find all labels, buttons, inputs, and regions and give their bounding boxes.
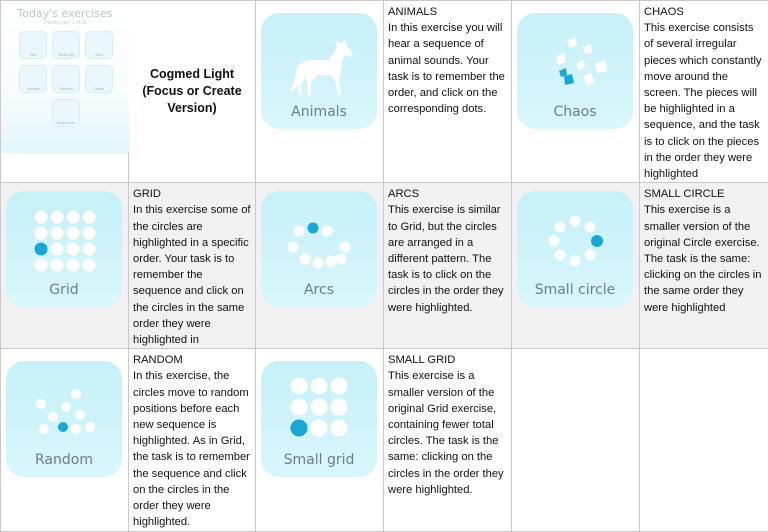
arcs-tile-cell: [256, 183, 384, 349]
app-screenshot: [1, 1, 129, 153]
program-title-cell: [129, 1, 256, 183]
tile-label: Small grid: [261, 452, 377, 468]
arcs-tile[interactable]: [261, 191, 377, 307]
mini-tile-animals[interactable]: Animals: [19, 65, 47, 93]
mini-tile-small-grid[interactable]: Small grid: [52, 31, 80, 59]
exercise-heading: RANDOM: [133, 352, 251, 368]
small-grid-desc-cell: [384, 349, 512, 531]
arcs-desc-cell: [384, 183, 512, 349]
random-desc-cell: [129, 349, 256, 531]
app-subtitle: Training day 1 of 25: [1, 20, 129, 26]
exercise-heading: CHAOS: [644, 4, 764, 20]
small-grid-tile[interactable]: [261, 361, 377, 477]
app-screenshot-cell: [1, 1, 129, 183]
random-tile-cell: [1, 349, 129, 531]
mini-tile-small-circle[interactable]: Small circle: [52, 99, 80, 127]
exercise-description: This exercise is a smaller version of the original Grid exercise, containing fewer total circles. The task is the same: clicking on the circles in the order they were highlighted.: [388, 368, 507, 498]
chaos-tile[interactable]: [517, 13, 633, 129]
mini-tile-arcs[interactable]: Arcs: [85, 31, 113, 59]
grid-tile[interactable]: [6, 191, 122, 307]
exercise-heading: SMALL GRID: [388, 352, 507, 368]
animals-tile-cell: [256, 1, 384, 183]
small-circle-desc-cell: [640, 183, 768, 349]
tile-label: Random: [6, 452, 122, 468]
tile-label: Grid: [6, 282, 122, 298]
animals-tile[interactable]: [261, 13, 377, 129]
exercise-heading: GRID: [133, 186, 251, 202]
tile-label: Arcs: [261, 282, 377, 298]
tile-label: Chaos: [517, 104, 633, 120]
program-title: Cogmed Light (Focus or Create Version): [129, 1, 255, 182]
exercise-heading: SMALL CIRCLE: [644, 186, 764, 202]
mini-tile-random[interactable]: Random: [52, 65, 80, 93]
exercise-description: This exercise consists of several irregular pieces which constantly move around the screen. The pieces will be highlighted in a sequence, and the task is to click on the pieces in the order they were highlighted: [644, 20, 764, 182]
animals-desc-cell: [384, 1, 512, 183]
chaos-desc-cell: [640, 1, 768, 183]
exercise-heading: ANIMALS: [388, 4, 507, 20]
app-title: Today's exercises: [1, 7, 129, 20]
empty-cell: [512, 349, 640, 531]
exercise-description: This exercise is a smaller version of the original Circle exercise. The task is the same: clicking on the circles in the same order they were highlighted: [644, 202, 764, 315]
exercise-description: In this exercise, the circles move to random positions before each new sequence is highlighted. As in Grid, the task is to remember the sequence and click on the circles in the order they were highlighted.: [133, 368, 251, 530]
tile-label: Animals: [261, 104, 377, 120]
empty-cell: [640, 349, 768, 531]
grid-desc-cell: [129, 183, 256, 349]
exercise-heading: ARCS: [388, 186, 507, 202]
small-circle-tile-cell: [512, 183, 640, 349]
random-tile[interactable]: [6, 361, 122, 477]
exercise-description: In this exercise you will hear a sequence of animal sounds. Your task is to remember the order, and click on the corresponding dots.: [388, 20, 507, 117]
mini-tile-grid[interactable]: Grid: [19, 31, 47, 59]
grid-tile-cell: [1, 183, 129, 349]
exercise-description: In this exercise some of the circles are highlighted in a specific order. Your task is to remember the sequence and click on the circles in the same order they were highlighted in: [133, 202, 251, 348]
exercise-description: This exercise is similar to Grid, but the circles are arranged in a different pattern. The task is to click on the circles in the order they were highlighted.: [388, 202, 507, 315]
tile-label: Small circle: [517, 282, 633, 298]
small-circle-tile[interactable]: [517, 191, 633, 307]
chaos-tile-cell: [512, 1, 640, 183]
mini-tile-chaos[interactable]: Chaos: [85, 65, 113, 93]
small-grid-tile-cell: [256, 349, 384, 531]
